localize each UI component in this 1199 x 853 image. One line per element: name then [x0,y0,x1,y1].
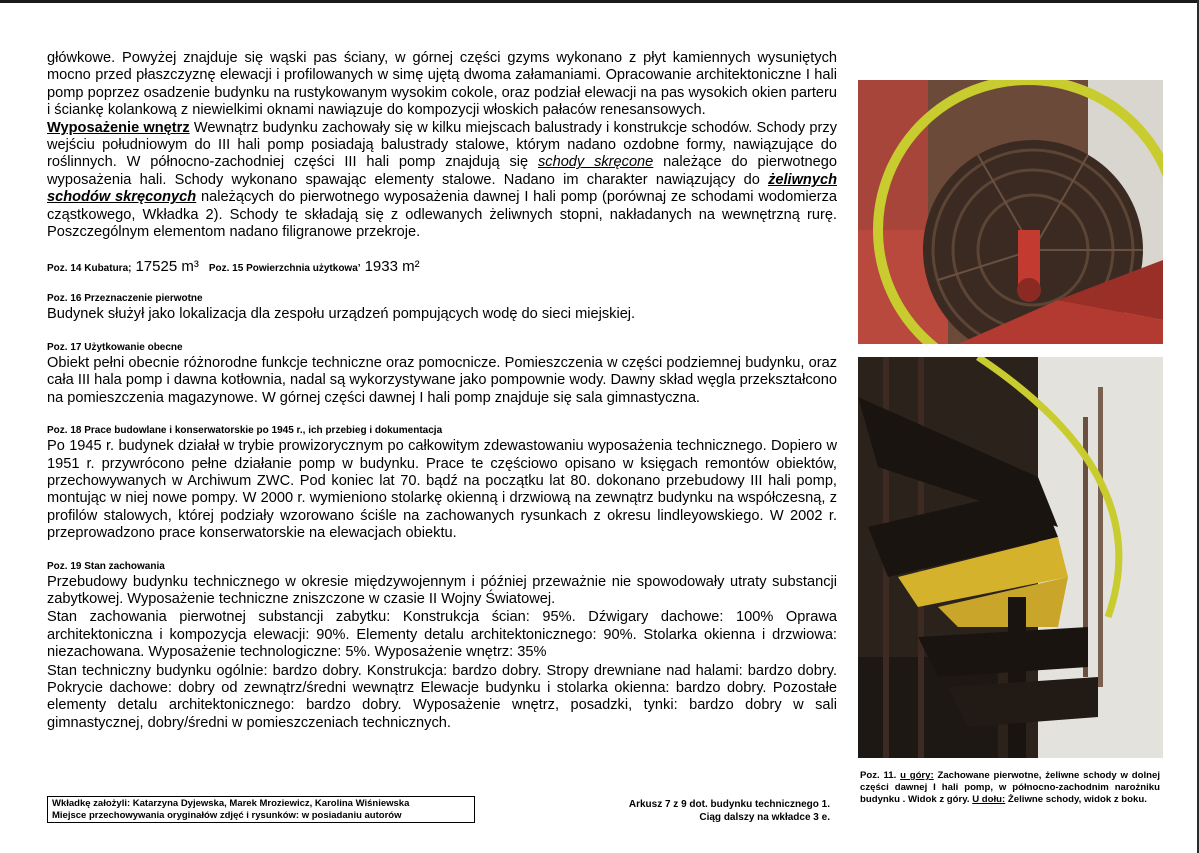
stairs-top-view-drawing [858,80,1163,344]
poz17-section [47,342,837,407]
poz18-label: Poz. 18 Prace budowlane i konserwatorskie po 1945 r., ich przebieg i dokumentacja [47,425,443,437]
authors-line: Wkładkę założyli: Katarzyna Dyjewska, Marek Mroziewicz, Karolina Wiśniewska [52,798,410,809]
poz17-label: Poz. 17 Użytkowanie obecne [47,341,183,353]
poz14-label: Poz. 14 Kubatura; [47,263,132,275]
continued-note: Ciąg dalszy na wkładce 3 e. [699,812,830,823]
poz14-value: 17525 m³ [135,258,199,276]
poz19-label: Poz. 19 Stan zachowania [47,560,165,572]
interior-text-2: należące do pierwotnego wyposażenia hali. Schody wykonano spawając elementy stalowe. Nadano im charakter nawiązujący do [47,154,837,188]
interior-paragraph [47,120,837,242]
poz16-section [47,293,837,323]
interior-text-1: Wewnątrz budynku zachowały się w kilku miejscach balustrady i konstrukcje schodów. Schody przy wejściu południowym do III hali pomp posiadają balustrady stalowe, którym nadano ozdobne formy, nawiązujące do roślinnych. W północno-zachodniej części III hali pomp znajdują się [47,119,837,171]
interior-heading: Wyposażenie wnętrz [47,119,190,136]
caption-top-text: Zachowane pierwotne, żeliwne schody w dolnej części dawnej I hali pomp, w północno-zachodnim narożniku budynku . Widok z góry. [860,770,1160,806]
poz17-text: Obiekt pełni obecnie różnorodne funkcje techniczne oraz pomocnicze. Pomieszczenia w części podziemnej budynku, oraz cała III hala pomp i dawna kotłownia, nadal są wykorzystywane jako pompownie wody. Dawny skład węgla przekształcono na pomieszczenia magazynowe. W górnej części dawnej I hali pomp znajduje się sala gimnastyczna. [47,354,837,406]
interior-link-cast-iron-stairs: żeliwnych schodów skręconych [47,171,837,206]
poz18-section [47,425,837,542]
poz15-label: Poz. 15 Powierzchnia użytkowa’ [208,263,361,275]
photo-stairs-from-above [858,80,1163,344]
poz15-value: 1933 m² [364,258,420,276]
poz14-15-line [47,258,837,275]
poz19-text-1: Przebudowy budynku technicznego w okresie międzywojennym i później przeważnie nie spowodowały utraty substancji zabytkowej. Wyposażenie techniczne zniszczone w czasie II Wojny Światowej. [47,573,837,607]
caption-top-label: u góry: [900,770,934,781]
main-text-column [47,50,837,732]
poz16-label: Poz. 16 Przeznaczenie pierwotne [47,293,203,305]
poz18-text: Po 1945 r. budynek działał w trybie prowizorycznym po całkowitym zdewastowaniu wyposażenia technicznego. Dopiero w 1951 r. przywrócono pełne działanie pomp w budynku. Prace te częściowo opisano w księgach remontów obiektów, przechowywanych w Archiwum ZWC. Pod koniec lat 70. bądź na początku lat 80. dokonano przebudowy III hali pomp, montując w niej nowe pompy. W 2000 r. wymieniono stolarkę okienną i drzwiową na zewnątrz budynku na współczesną, z profilów stalowych, której podziały wzorowano ściśle na zachowanych rysunkach z okresu lindleyowskiego. W 2002 r. przeprowadzono prace konserwatorskie na elewacjach obiektu. [47,438,837,542]
photo-stairs-side-view [858,357,1163,758]
caption-prefix: Poz. 11. [860,770,901,781]
poz19-section [47,561,837,733]
stairs-side-view-drawing [858,357,1163,758]
sheet-number: Arkusz 7 z 9 dot. budynku technicznego 1. [628,799,830,810]
sheet-info [560,798,830,824]
caption-bottom-label: U dołu: [972,794,1006,806]
interior-link-spiral-stairs: schody skręcone [537,154,654,171]
interior-text-3: należących do pierwotnego wyposażenia dawnej I hali pomp (porównaj ze schodami wodomierza cząstkowego, Wkładka 2). Schody te składają się z odlewanych żeliwnych stopni, nakładanych na wewnętrzną rurę. Poszczególnym elementom nadano filigranowe przekroje. [47,189,838,241]
poz16-text: Budynek służył jako lokalizacja dla zespołu urządzeń pompujących wodę do sieci miejskiej. [47,306,636,323]
scan-edge-top [0,0,1199,3]
intro-paragraph: główkowe. Powyżej znajduje się wąski pas ściany, w górnej części gzyms wykonano z płyt kamiennych wysuniętych mocno przed płaszczyznę elewacji i profilowanych w simę ujętą dwoma załamaniami. Opracowanie architektoniczne I hali pomp poprzez osadzenie budynku na rustykowanym wysokim cokole, oraz podział elewacji na pas wysokich okien parteru i ściankę kolankową z niewielkimi oknami nawiązuje do kompozycji włoskich pałaców renesansowych. [47,50,837,119]
storage-line: Miejsce przechowywania oryginałów zdjęć i rysunków: w posiadaniu autorów [52,810,402,821]
photo-caption [860,770,1160,807]
authors-box [47,796,475,823]
poz19-text-2: Stan zachowania pierwotnej substancji zabytku: Konstrukcja ścian: 95%. Dźwigary dachowe: 100% Oprawa architektoniczna i kompozycja elewacji: 90%. Elementy detalu architektonicznego: 90%. Stolarka okienna i drzwiowa: niezachowana. Wyposażenie technologiczne: 5%. Wyposażenie wnętrz: 35% [47,609,837,661]
caption-bottom-text: Żeliwne schody, widok z boku. [1005,794,1147,806]
poz19-text-3: Stan techniczny budynku ogólnie: bardzo dobry. Konstrukcja: bardzo dobry. Stropy drewniane nad halami: bardzo dobry. Pokrycie dachowe: dobry od zewnątrz/średni wewnątrz Elewacje budynku i stolarka okienna: bardzo dobry. Pozostałe elementy detalu architektonicznego: bardzo dobry. Wyposażenie wnętrz, posadzki, tynki: bardzo dobry w sali gimnastycznej, dobry/średni w pomieszczeniach technicznych. [47,662,837,731]
